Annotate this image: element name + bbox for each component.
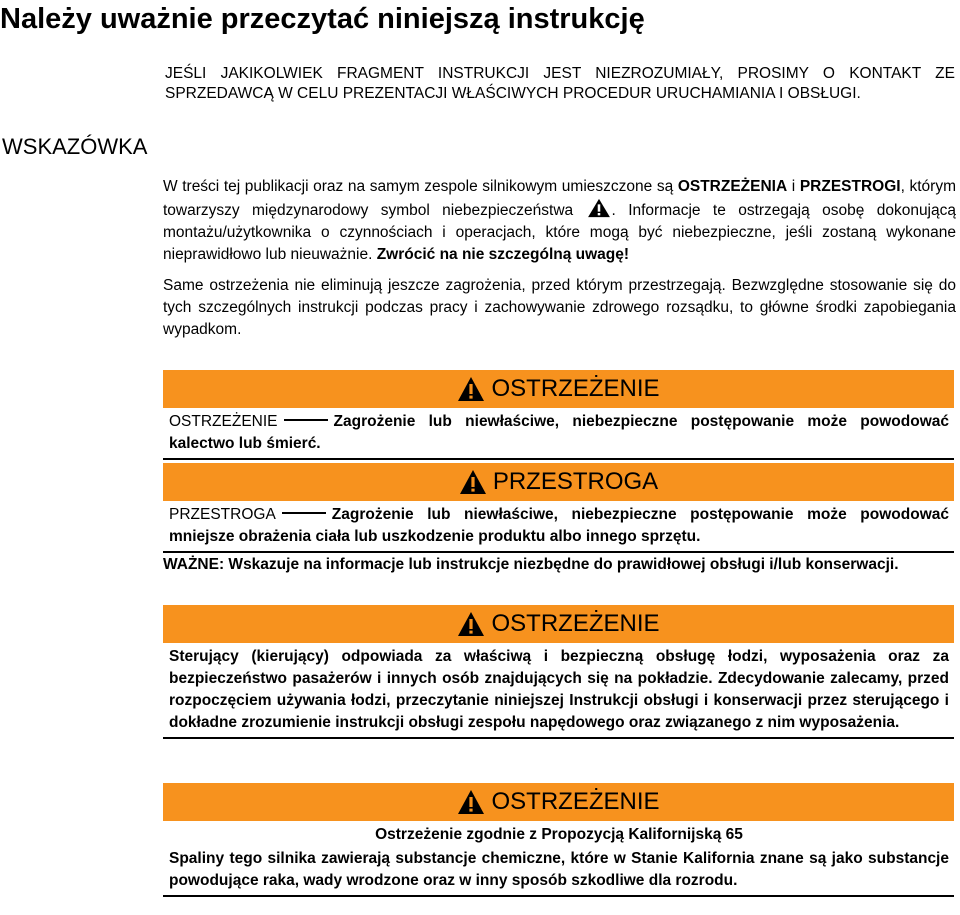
intro-text: W treści tej publikacji oraz na samym zespole silnikowym umieszczone są <box>163 178 678 195</box>
box-text: Sterujący (kierujący) odpowiada za właściwą i bezpieczną obsługę łodzi, wyposażenia oraz za bezpieczeństwo pasażerów i innych osób znajdujących się na pokładzie. Zdecydowanie zalecamy, przed rozpoczęciem używania łodzi, przeczytanie niniejszej Instrukcji obsługi i konserwacji przez sterującego i dokładne zrozumienie instrukcji obsługi zespołu napędowego oraz związanego z nim wyposażenia. <box>169 648 949 731</box>
warning-box-body <box>163 821 954 895</box>
box-term: OSTRZEŻENIE <box>169 413 278 430</box>
box-text: Spaliny tego silnika zawierają substancje chemiczne, które w Stanie Kalifornia znane są jako substancje powodujące raka, wady wrodzone oraz w inny sposób szkodliwe dla rozrodu. <box>169 850 949 889</box>
note-side-label: WSKAZÓWKA <box>2 134 148 159</box>
intro-text: , którym towarzyszy międzynarodowy symbol niebezpieczeństwa <box>163 178 956 219</box>
warning-box-header <box>163 783 954 821</box>
important-note: WAŻNE: Wskazuje na informacje lub instrukcje niezbędne do prawidłowej obsługi i/lub konserwacji. <box>163 556 899 573</box>
warning-box-heading: OSTRZEŻENIE <box>491 788 660 815</box>
intro-section <box>163 176 956 341</box>
box-term: PRZESTROGA <box>169 506 276 523</box>
warning-box-header <box>163 605 954 643</box>
intro-attention-text: Zwrócić na nie szczególną uwagę! <box>376 246 630 263</box>
intro-paragraph-2: Same ostrzeżenia nie eliminują jeszcze zagrożenia, przed którym przestrzegają. Bezwzględne stosowanie się do tych szczególnych instrukcji podczas pracy i zachowywanie zdrowego rozsądku, to główne środki zapobiegania wypadkom. <box>163 277 956 338</box>
warning-box-heading: OSTRZEŻENIE <box>491 375 660 402</box>
warning-box-1 <box>163 370 954 460</box>
intro-warnings-term: OSTRZEŻENIA <box>677 178 788 195</box>
warning-box-body <box>163 643 954 737</box>
caution-box-heading: PRZESTROGA <box>492 468 659 495</box>
intro-text: . Informacje te ostrzegają osobę dokonującą montażu/użytkownika o czynnościach i operacjach, które mogą być niebezpieczne, jeśli zostaną wykonane nieprawidłowo lub nieuważnie. <box>163 202 956 263</box>
intro-text: i <box>787 178 800 195</box>
warning-box-body <box>163 408 954 458</box>
dash-rule <box>284 419 328 421</box>
dash-rule <box>282 512 326 514</box>
caution-box-header <box>163 463 954 501</box>
intro-paragraph-1 <box>163 176 956 266</box>
warning-triangle-icon <box>586 198 612 218</box>
caution-box-body <box>163 501 954 551</box>
warning-box-header <box>163 370 954 408</box>
warning-triangle-icon <box>459 469 487 495</box>
box-text: Zagrożenie lub niewłaściwe, niebezpieczne postępowanie może powodować kalectwo lub śmierć. <box>169 413 949 452</box>
warning-triangle-icon <box>457 376 485 402</box>
warning-box-heading: OSTRZEŻENIE <box>491 610 660 637</box>
warning-triangle-icon <box>457 611 485 637</box>
caution-box <box>163 463 954 553</box>
intro-cautions-term: PRZESTROGI <box>799 178 901 195</box>
note-text: JEŚLI JAKIKOLWIEK FRAGMENT INSTRUKCJI JEST NIEZROZUMIAŁY, PROSIMY O KONTAKT ZE SPRZEDAWCĄ W CELU PREZENTACJI WŁAŚCIWYCH PROCEDUR URUCHAMIANIA I OBSŁUGI. <box>165 65 955 102</box>
box-subheading: Ostrzeżenie zgodnie z Propozycją Kalifornijską 65 <box>375 826 743 843</box>
page-title: Należy uważnie przeczytać niniejszą instrukcję <box>0 3 645 35</box>
box-text: Zagrożenie lub niewłaściwe, niebezpieczne postępowanie może powodować mniejsze obrażenia ciała lub uszkodzenie produktu albo innego sprzętu. <box>169 506 949 545</box>
warning-triangle-icon <box>457 789 485 815</box>
warning-box-operator <box>163 605 954 739</box>
warning-box-california <box>163 783 954 897</box>
